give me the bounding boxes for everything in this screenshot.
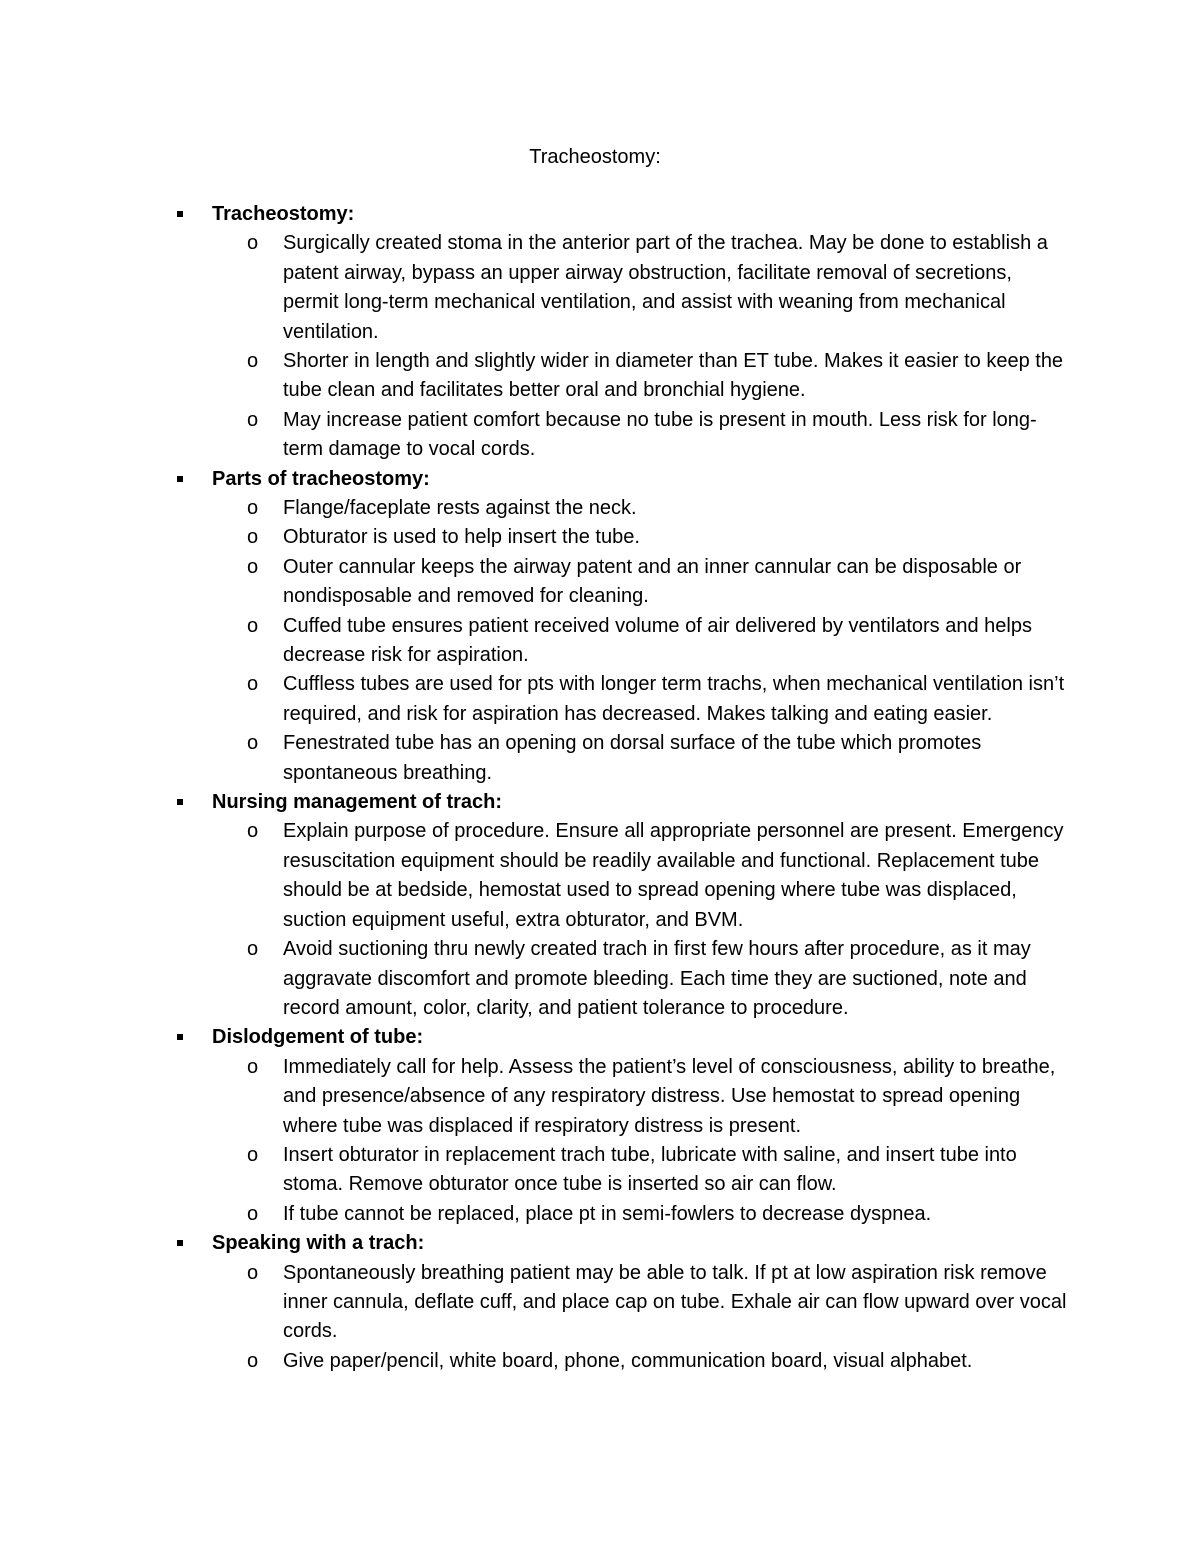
circle-bullet-icon: o — [247, 1202, 259, 1225]
list-item — [0, 935, 1200, 1023]
list-item-text: Surgically created stoma in the anterior part of the trachea. May be done to establish a patent airway, bypass an upper airway obstruction, facilitate removal of secretions, permit long-term mechanical ventilation, and assist with weaning from mechanical ventilation. — [283, 232, 1048, 343]
list-item-text: Cuffed tube ensures patient received volume of air delivered by ventilators and helps decrease risk for aspiration. — [283, 614, 1032, 667]
section-heading — [0, 1023, 1200, 1052]
circle-bullet-icon: o — [247, 232, 259, 255]
list-item-text: Fenestrated tube has an opening on dorsal surface of the tube which promotes spontaneous breathing. — [283, 732, 982, 784]
circle-bullet-icon: o — [247, 732, 259, 755]
list-item-text: Insert obturator in replacement trach tube, lubricate with saline, and insert tube into stoma. Remove obturator once tube is inserted so air can flow. — [283, 1143, 1017, 1196]
list-item-text: Give paper/pencil, white board, phone, communication board, visual alphabet. — [283, 1349, 973, 1372]
circle-bullet-icon: o — [247, 1143, 259, 1166]
circle-bullet-icon: o — [247, 497, 259, 520]
section-heading — [0, 788, 1200, 817]
square-bullet-icon — [177, 211, 183, 217]
section — [0, 1023, 1200, 1229]
list-item-text: Spontaneously breathing patient may be able to talk. If pt at low aspiration risk remove inner cannula, deflate cuff, and place cap on tube. Exhale air can flow upward over vocal cords. — [283, 1261, 1067, 1343]
circle-bullet-icon: o — [247, 1055, 259, 1078]
section-heading — [0, 200, 1200, 229]
sub-item-list — [0, 494, 1200, 788]
list-item-text: Avoid suctioning thru newly created trach in first few hours after procedure, as it may aggravate discomfort and promote bleeding. Each time they are suctioned, note and record amount, color, clarity, and patient tolerance to procedure. — [283, 938, 1031, 1019]
circle-bullet-icon: o — [247, 350, 259, 373]
section-list — [0, 200, 1200, 1376]
list-item — [0, 1141, 1200, 1200]
list-item-text: Obturator is used to help insert the tube. — [283, 526, 640, 549]
list-item — [0, 553, 1200, 612]
circle-bullet-icon: o — [247, 938, 259, 961]
circle-bullet-icon: o — [247, 555, 259, 578]
list-item — [0, 1053, 1200, 1141]
square-bullet-icon — [177, 1034, 183, 1040]
section-heading — [0, 1229, 1200, 1258]
sub-item-list — [0, 817, 1200, 1023]
list-item-text: Flange/faceplate rests against the neck. — [283, 497, 637, 520]
list-item — [0, 1200, 1200, 1229]
circle-bullet-icon: o — [247, 408, 259, 431]
list-item — [0, 729, 1200, 788]
list-item — [0, 612, 1200, 671]
list-item — [0, 347, 1200, 406]
list-item — [0, 1347, 1200, 1376]
square-bullet-icon — [177, 1240, 183, 1246]
circle-bullet-icon: o — [247, 1349, 259, 1372]
section-heading-text: Parts of tracheostomy: — [212, 467, 430, 490]
list-item-text: Outer cannular keeps the airway patent and an inner cannular can be disposable or nondisposable and removed for cleaning. — [283, 555, 1022, 608]
list-item — [0, 670, 1200, 729]
sub-item-list — [0, 1259, 1200, 1377]
section-heading-text: Tracheostomy: — [212, 203, 355, 225]
sub-item-list — [0, 1053, 1200, 1229]
section-heading — [0, 465, 1200, 494]
list-item-text: Shorter in length and slightly wider in diameter than ET tube. Makes it easier to keep the tube clean and facilitates better oral and bronchial hygiene. — [283, 350, 1064, 402]
list-item-text: If tube cannot be replaced, place pt in semi-fowlers to decrease dyspnea. — [283, 1202, 932, 1225]
circle-bullet-icon: o — [247, 526, 259, 549]
list-item — [0, 406, 1200, 465]
list-item-text: Cuffless tubes are used for pts with longer term trachs, when mechanical ventilation isn’t required, and risk for aspiration has decreased. Makes talking and eating easier. — [283, 673, 1065, 725]
list-item-text: Explain purpose of procedure. Ensure all appropriate personnel are present. Emergency resuscitation equipment should be readily available and functional. Replacement tube should be at bedside, hemostat used to spread opening where tube was displaced, suction equipment useful, extra obturator, and BVM. — [283, 820, 1064, 931]
square-bullet-icon — [177, 476, 183, 482]
section — [0, 1229, 1200, 1376]
circle-bullet-icon: o — [247, 614, 259, 637]
square-bullet-icon — [177, 799, 183, 805]
list-item — [0, 1259, 1200, 1347]
section-heading-text: Speaking with a trach: — [212, 1232, 425, 1255]
circle-bullet-icon: o — [247, 1261, 259, 1284]
sub-item-list — [0, 229, 1200, 464]
section — [0, 788, 1200, 1023]
section-heading-text: Nursing management of trach: — [212, 791, 503, 814]
list-item — [0, 817, 1200, 935]
section — [0, 465, 1200, 788]
page-title: Tracheostomy: — [529, 146, 661, 168]
section-heading-text: Dislodgement of tube: — [212, 1026, 424, 1049]
section — [0, 200, 1200, 465]
list-item — [0, 494, 1200, 523]
list-item — [0, 229, 1200, 347]
list-item-text: Immediately call for help. Assess the patient’s level of consciousness, ability to breathe, and presence/absence of any respiratory distress. Use hemostat to spread opening where tube was displaced if respiratory distress is present. — [283, 1055, 1056, 1137]
circle-bullet-icon: o — [247, 820, 259, 843]
list-item — [0, 523, 1200, 552]
list-item-text: May increase patient comfort because no tube is present in mouth. Less risk for long-term damage to vocal cords. — [283, 408, 1037, 461]
circle-bullet-icon: o — [247, 673, 259, 696]
